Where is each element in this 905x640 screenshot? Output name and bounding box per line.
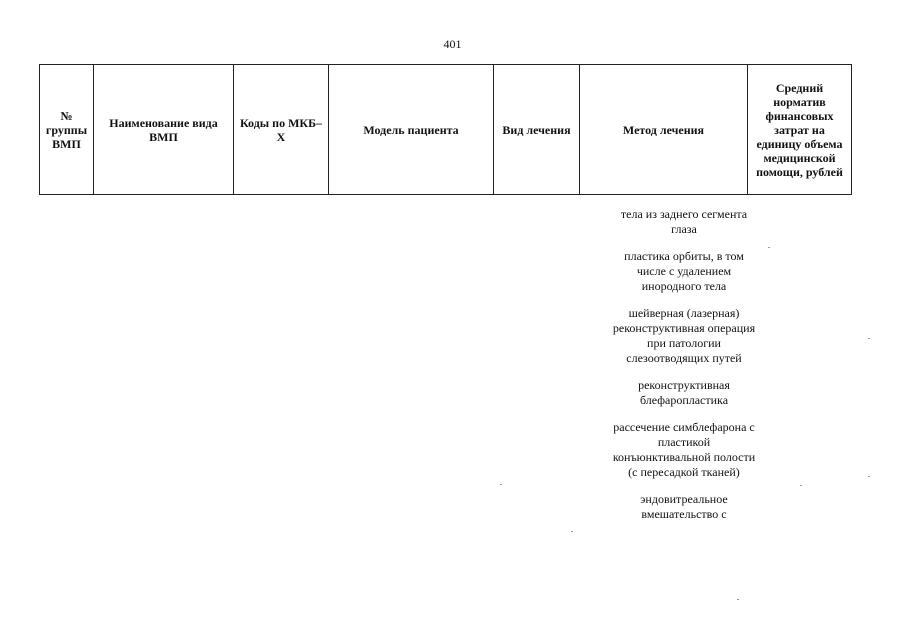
treatment-method-item: пластика орбиты, в том числе с удалением инородного тела [624, 249, 744, 293]
scan-speck [571, 531, 573, 532]
scan-speck [500, 484, 502, 485]
scan-speck [868, 338, 870, 339]
header-treatment-method: Метод лечения [580, 65, 748, 195]
treatment-method-item: реконструктивная блефаропластика [638, 378, 730, 407]
header-group-no: № группы ВМП [40, 65, 94, 195]
treatment-method-item: тела из заднего сегмента глаза [620, 207, 748, 236]
page-number: 401 [443, 37, 462, 51]
header-patient-model: Модель пациента [329, 65, 494, 195]
scan-speck [768, 247, 770, 248]
scan-speck [737, 599, 739, 600]
treatment-method-item: эндовитреальное вмешательство с [640, 492, 728, 521]
treatment-method-list [612, 207, 756, 534]
treatment-method-item: рассечение симблефарона с пластикой конъюнктивальной полости (с пересадкой тканей) [612, 420, 756, 479]
header-treatment-type: Вид лечения [494, 65, 580, 195]
header-icd-codes: Коды по МКБ–Х [234, 65, 329, 195]
header-vmp-name: Наименование вида ВМП [94, 65, 234, 195]
treatment-method-item: шейверная (лазерная) реконструктивная операция при патологии слезоотводящих путей [612, 306, 756, 365]
table-header [39, 64, 852, 195]
scan-speck [800, 485, 802, 486]
header-cost-standard: Средний норматив финансовых затрат на единицу объема медицинской помощи, рублей [748, 65, 852, 195]
scan-speck [868, 476, 870, 477]
